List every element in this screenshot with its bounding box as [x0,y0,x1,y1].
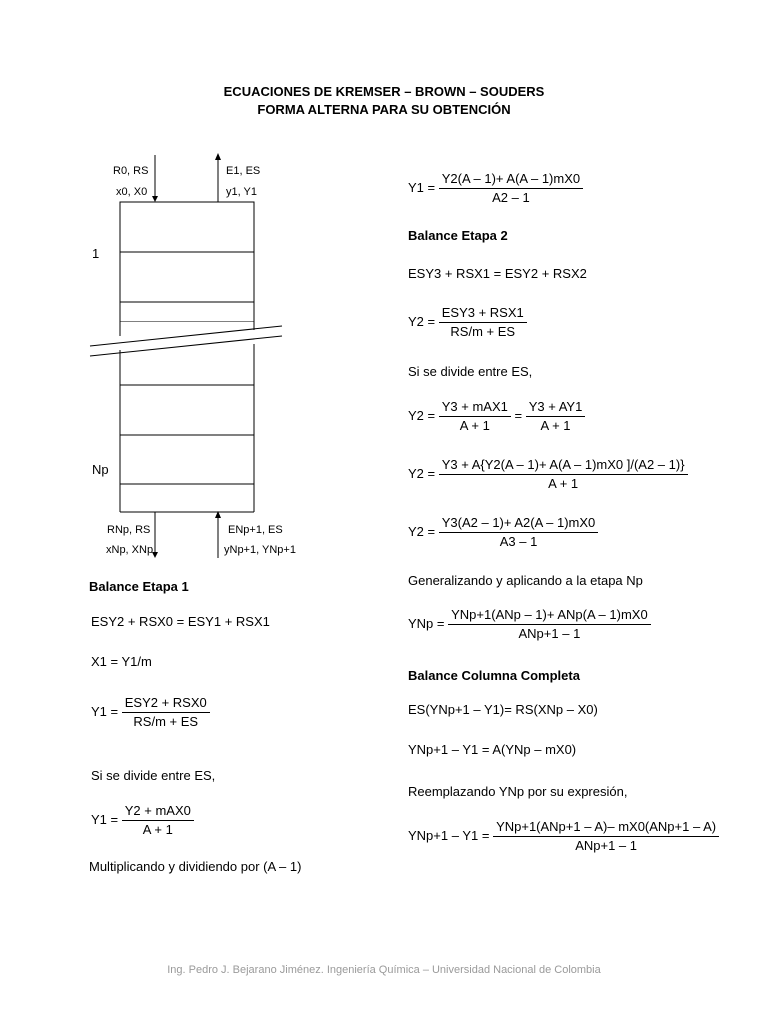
label-stage-1: 1 [92,246,100,261]
feed-arrow-head [152,196,158,202]
fraction [493,818,719,855]
equation-lhs: Y1 = [91,703,119,719]
fraction-denominator: A + 1 [548,476,579,491]
equation-y1-multiplied [408,170,583,207]
label-extract-flow: E1, ES [226,165,261,177]
fraction-denominator: A3 – 1 [499,534,538,549]
equation-lhs: Y1 = [91,811,119,827]
equation-lhs: Y2 = [408,407,436,423]
heading-balance-columna: Balance Columna Completa [408,668,580,683]
equation-column-relation: YNp+1 – Y1 = A(YNp – mX0) [408,742,577,757]
fraction-denominator: A + 1 [459,418,490,433]
title-line-1: ECUACIONES DE KREMSER – BROWN – SOUDERS [223,84,545,99]
fraction [439,456,688,493]
fraction [122,694,210,731]
equation-balance-stage-2: ESY3 + RSX1 = ESY2 + RSX2 [408,266,587,281]
equation-equilibrium: X1 = Y1/m [91,654,152,669]
equation-lhs: Y2 = [408,465,436,481]
equals-sign: = [514,407,523,423]
footer-credit: Ing. Pedro J. Bejarano Jiménez. Ingeniería Química – Universidad Nacional de Colombia [167,964,601,976]
equation-lhs: Y2 = [408,523,436,539]
text-generalizando: Generalizando y aplicando a la etapa Np [408,573,643,588]
fraction-numerator: ESY3 + RSX1 [439,304,527,323]
text-divide-es-2: Si se divide entre ES, [408,364,533,379]
label-solvent-composition: yNp+1, YNp+1 [224,544,296,556]
equation-lhs: Y2 = [408,313,436,329]
label-stage-np: Np [92,462,109,477]
equation-y2-substituted [408,456,688,493]
fraction-numerator: Y3 + A{Y2(A – 1)+ A(A – 1)mX0 ]/(A2 – 1)} [439,456,688,475]
fraction-denominator: A + 1 [142,822,173,837]
heading-balance-etapa-2: Balance Etapa 2 [408,228,508,243]
fraction-numerator: ESY2 + RSX0 [122,694,210,713]
extract-arrow-head [215,153,221,160]
equation-y1-simplified [91,802,194,839]
equation-y2-expression [408,304,527,341]
equation-ynp [408,606,651,643]
equation-y2-simplified [408,398,585,435]
fraction [439,514,599,551]
fraction [439,304,527,341]
fraction [439,398,511,435]
fraction [122,802,194,839]
fraction-denominator: ANp+1 – 1 [518,626,581,641]
text-multiplicando: Multiplicando y dividiendo por (A – 1) [89,859,302,874]
fraction [526,398,586,435]
label-feed-flow: R0, RS [113,165,149,177]
equation-final-kremser [408,818,719,855]
equation-y1-expression [91,694,210,731]
label-extract-composition: y1, Y1 [226,186,257,198]
label-feed-composition: x0, X0 [116,186,148,198]
column-top-section [120,202,254,322]
fraction-numerator: Y2 + mAX0 [122,802,194,821]
fraction-denominator: RS/m + ES [450,324,516,339]
fraction-denominator: ANp+1 – 1 [575,838,637,853]
fraction-denominator: RS/m + ES [133,714,199,729]
title-line-2: FORMA ALTERNA PARA SU OBTENCIÓN [257,102,511,117]
equation-lhs: Y1 = [408,179,436,195]
fraction [448,606,651,643]
equation-lhs: YNp+1 – Y1 = [408,827,490,843]
label-raffinate-composition: xNp, XNp [106,544,154,556]
fraction-numerator: Y3 + AY1 [526,398,586,417]
fraction-numerator: Y3(A2 – 1)+ A2(A – 1)mX0 [439,514,599,533]
fraction-numerator: Y2(A – 1)+ A(A – 1)mX0 [439,170,583,189]
equation-y2-final [408,514,598,551]
label-solvent-flow: ENp+1, ES [228,524,283,536]
fraction-denominator: A2 – 1 [492,190,530,205]
text-divide-es: Si se divide entre ES, [91,768,216,783]
equation-balance-stage-1: ESY2 + RSX0 = ESY1 + RSX1 [91,614,270,629]
fraction-numerator: Y3 + mAX1 [439,398,511,417]
fraction-numerator: YNp+1(ANp – 1)+ ANp(A – 1)mX0 [448,606,651,625]
fraction-denominator: A + 1 [540,418,571,433]
label-raffinate-flow: RNp, RS [107,524,151,536]
text-reemplazando: Reemplazando YNp por su expresión, [408,784,628,799]
heading-balance-etapa-1: Balance Etapa 1 [89,579,189,594]
fraction [439,170,583,207]
equation-column-balance: ES(YNp+1 – Y1)= RS(XNp – X0) [408,702,598,717]
fraction-numerator: YNp+1(ANp+1 – A)– mX0(ANp+1 – A) [493,818,719,837]
break-gap [115,322,259,368]
equation-lhs: YNp = [408,615,445,631]
